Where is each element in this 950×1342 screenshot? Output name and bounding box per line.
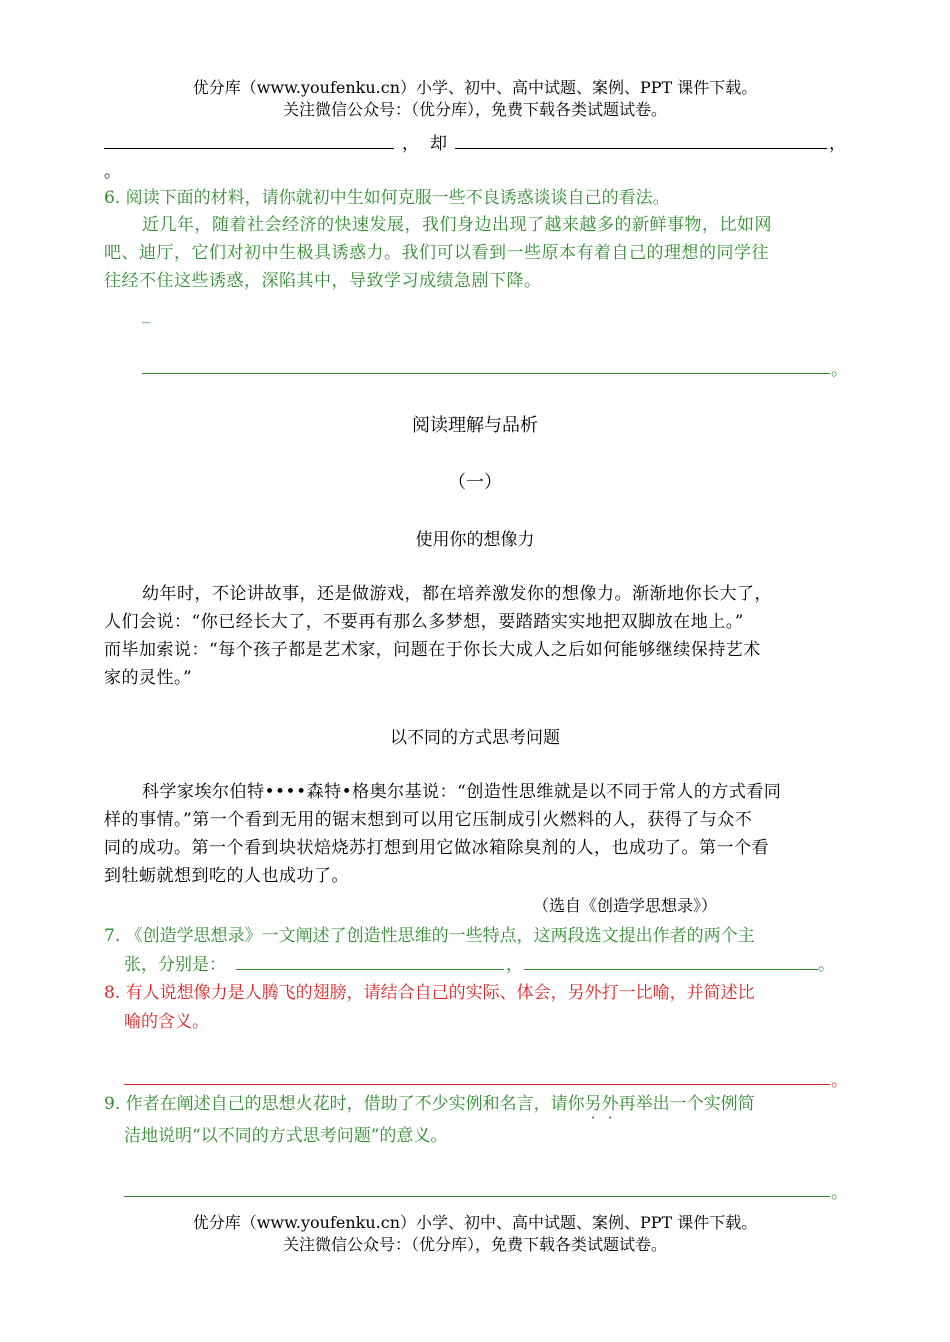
article2-line-4: 到牡蛎就想到吃的人也成功了。 <box>104 866 349 886</box>
fill-period: 。 <box>104 162 121 182</box>
header-line-1: 优分库（www.youfenku.cn）小学、初中、高中试题、案例、PPT 课件下载。 <box>192 78 758 97</box>
q7-answer-blank-1[interactable] <box>236 969 504 970</box>
section-number: （一） <box>448 472 502 493</box>
q6-material-line-3: 往经不住这些诱惑，深陷其中，导致学习成绩急剧下降。 <box>104 271 542 291</box>
header-line-2: 关注微信公众号：（优分库），免费下载各类试题试卷。 <box>282 100 667 119</box>
footer-line-1: 优分库（www.youfenku.cn）小学、初中、高中试题、案例、PPT 课件下载。 <box>192 1213 758 1232</box>
q9-period: 。 <box>831 1183 848 1203</box>
footer-line-2: 关注微信公众号：（优分库），免费下载各类试题试卷。 <box>282 1235 667 1254</box>
article1-line-4: 家的灵性。” <box>104 668 193 688</box>
q8-period: 。 <box>831 1071 848 1091</box>
q8-answer-blank[interactable] <box>124 1084 830 1085</box>
article1-title: 使用你的想像力 <box>415 530 535 550</box>
q6-answer-blank[interactable] <box>142 373 830 374</box>
fill-comma-2: ， <box>829 134 846 154</box>
q9-line-1-a: 9. 作者在阐述自己的思想火花时，借助了不少实例和名言，请你 <box>104 1094 585 1114</box>
fill-que: 却 <box>430 134 447 154</box>
q7-period: 。 <box>818 955 835 975</box>
q6-end-period: 。 <box>831 360 848 380</box>
article1-line-1: 幼年时，不论讲故事，还是做游戏，都在培养激发你的想像力。渐渐地你长大了， <box>142 584 772 604</box>
article2-source: （选自《创造学思想录》） <box>533 896 718 915</box>
q6-question: 6. 阅读下面的材料，请你就初中生如何克服一些不良诱惑谈谈自己的看法。 <box>104 188 670 208</box>
q6-material-line-1: 近几年，随着社会经济的快速发展，我们身边出现了越来越多的新鲜事物，比如网 <box>142 215 772 235</box>
article2-line-2: 样的事情。”第一个看到无用的锯末想到可以用它压制成引火燃料的人，获得了与众不 <box>104 810 753 830</box>
q6-material-line-2: 吧、迪厅，它们对初中生极具诱惑力。我们可以看到一些原本有着自己的理想的同学往 <box>104 243 769 263</box>
article1-line-3: 而毕加索说：“每个孩子都是艺术家，问题在于你长大成人之后如何能够继续保持艺术 <box>104 640 761 660</box>
article2-line-3: 同的成功。第一个看到块状焙烧苏打想到用它做冰箱除臭剂的人，也成功了。第一个看 <box>104 838 769 858</box>
q7-line-2: 张，分别是： <box>124 955 226 975</box>
section-title: 阅读理解与品析 <box>412 415 538 436</box>
answer-blank-2[interactable] <box>455 148 827 149</box>
article2-title: 以不同的方式思考问题 <box>390 728 560 748</box>
q9-emphasis-2: 外 <box>601 1094 619 1114</box>
q9-answer-blank[interactable] <box>124 1196 830 1197</box>
answer-blank-1[interactable] <box>104 148 394 149</box>
q8-line-2: 喻的含义。 <box>124 1012 209 1032</box>
q8-line-1: 8. 有人说想像力是人腾飞的翅膀，请结合自己的实际、体会，另外打一比喻，并简述比 <box>104 983 755 1003</box>
q6-dash: _ <box>142 304 151 324</box>
q7-line-1: 7. 《创造学思想录》一文阐述了创造性思维的一些特点，这两段选文提出作者的两个主 <box>104 926 755 946</box>
q9-emphasis-1: 另 <box>584 1094 602 1114</box>
q9-line-2: 洁地说明“以不同的方式思考问题”的意义。 <box>124 1126 448 1146</box>
article2-line-1: 科学家埃尔伯特••••森特•格奥尔基说：“创造性思维就是以不同于常人的方式看同 <box>142 782 782 802</box>
q9-line-1 <box>104 1088 755 1120</box>
q7-comma: ， <box>506 955 523 975</box>
q7-answer-blank-2[interactable] <box>524 969 818 970</box>
fill-comma-1: ， <box>402 134 419 154</box>
q9-line-1-b: 再举出一个实例简 <box>618 1094 755 1114</box>
article1-line-2: 人们会说：“你已经长大了，不要再有那么多梦想，要踏踏实实地把双脚放在地上。” <box>104 612 744 632</box>
